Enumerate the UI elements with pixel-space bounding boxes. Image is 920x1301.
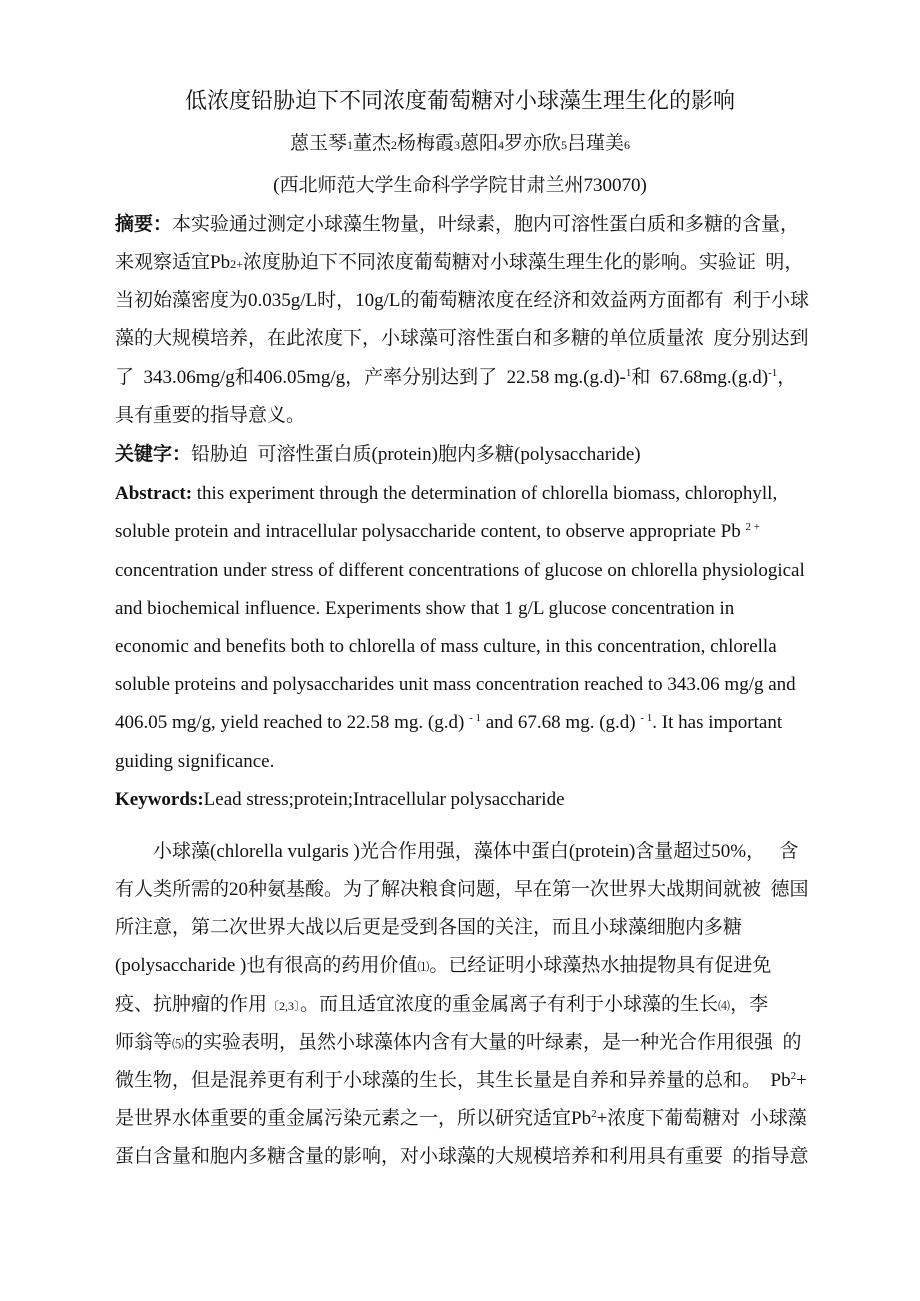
- intro-line: [115, 1069, 807, 1093]
- text-run: 和 67.68mg.(g.d): [631, 367, 769, 388]
- paper-title: 低浓度铅胁迫下不同浓度葡萄糖对小球藻生理生化的影响: [184, 88, 735, 113]
- text-run: 是世界水体重要的重金属污染元素之一，所以研究适宜Pb: [115, 1108, 592, 1129]
- superscript: 2 +: [745, 521, 760, 533]
- abstract-en-line: [115, 482, 777, 506]
- section-label: 摘要：: [115, 214, 173, 235]
- text-run: . It has important: [652, 712, 783, 733]
- text-run: Lead stress;protein;Intracellular polysaccharide: [203, 789, 565, 810]
- text-run: 微生物，但是混养更有利于小球藻的生长，其生长量是自养和异养量的总和。 Pb: [115, 1070, 791, 1091]
- text-run: (polysaccharide )也有很高的药用价值: [115, 955, 418, 976]
- superscript: -1: [768, 367, 778, 379]
- text-run: 来观察适宜Pb: [115, 252, 231, 273]
- abstract-en-line: [115, 788, 565, 812]
- author-index: 3: [454, 138, 460, 152]
- superscript: 1: [625, 367, 632, 379]
- superscript: 2: [591, 1108, 597, 1120]
- author-index: 4: [498, 138, 505, 152]
- citation: ⑷: [718, 999, 731, 1013]
- author-name: 董杰: [352, 133, 391, 154]
- author-index: 5: [561, 138, 568, 152]
- abstract-cn-line: [115, 213, 799, 237]
- author-index: 1: [346, 138, 353, 152]
- abstract-cn-line: [115, 443, 641, 467]
- abstract-en-line: [115, 750, 274, 774]
- abstract-cn-line: [115, 327, 809, 351]
- text-run: 。而且适宜浓度的重金属离子有利于小球藻的生长: [300, 994, 719, 1015]
- intro-line: [115, 993, 768, 1018]
- citation: 〔2,3〕: [267, 999, 301, 1013]
- abstract-cn-line: [115, 366, 796, 390]
- text-run: and 67.68 mg. (g.d): [481, 712, 641, 733]
- abstract-en-line: [115, 597, 734, 621]
- intro-line: [115, 1107, 807, 1131]
- text-run: +浓度下葡萄糖对 小球藻: [596, 1108, 807, 1129]
- author-list: [0, 132, 920, 157]
- text-run: 的实验表明，虽然小球藻体内含有大量的叶绿素，是一种光合作用很强 的: [184, 1032, 802, 1053]
- text-run: 所注意，第二次世界大战以后更是受到各国的关注，而且小球藻细胞内多糖: [115, 917, 743, 938]
- author-name: 吕瑾美: [567, 133, 625, 154]
- intro-line: [115, 954, 771, 979]
- section-label: Keywords:: [115, 789, 204, 810]
- superscript: 2: [790, 1070, 797, 1082]
- author-name: 罗亦欣: [504, 133, 562, 154]
- abstract-cn-line: [115, 289, 809, 313]
- superscript: - 1: [640, 712, 653, 724]
- text-run: 具有重要的指导意义。: [115, 405, 306, 426]
- abstract-cn-line: [115, 404, 305, 428]
- text-run: 浓度胁迫下不同浓度葡萄糖对小球藻生理生化的影响。实验证 明，: [242, 252, 804, 273]
- superscript: 2+: [230, 257, 243, 271]
- abstract-en-line: [115, 520, 760, 544]
- author-name: 杨梅霞: [396, 133, 454, 154]
- text-run: 有人类所需的20种氨基酸。为了解决粮食问题，早在第一次世界大战期间就被 德国: [115, 879, 809, 900]
- text-run: concentration under stress of different concentrations of glucose on chlorella physiological: [115, 560, 805, 581]
- text-run: and biochemical influence. Experiments show that 1 g/L glucose concentration in: [115, 598, 735, 619]
- abstract-cn-line: [115, 251, 803, 275]
- text-run: 。已经证明小球藻热水抽提物具有促进免: [429, 955, 772, 976]
- intro-line: [115, 916, 742, 940]
- text-run: 师翁等: [115, 1032, 173, 1053]
- text-run: 疫、抗肿瘤的作用: [115, 994, 268, 1015]
- affiliation: (西北师范大学生命科学学院甘肃兰州730070): [273, 175, 647, 196]
- author-index: 6: [624, 138, 631, 152]
- intro-line: [115, 1145, 809, 1169]
- intro-line: [115, 878, 809, 902]
- text-run: guiding significance.: [115, 751, 275, 772]
- abstract-en-line: [115, 635, 777, 659]
- citation: ⑴: [417, 960, 430, 974]
- text-run: 藻的大规模培养，在此浓度下，小球藻可溶性蛋白和多糖的单位质量浓 度分别达到: [115, 328, 809, 349]
- text-run: soluble proteins and polysaccharides unit mass concentration reached to 343.06 mg/g and: [115, 674, 796, 695]
- text-run: 蛋白含量和胞内多糖含量的影响，对小球藻的大规模培养和利用具有重要 的指导意: [115, 1146, 809, 1167]
- abstract-en-line: [115, 673, 796, 697]
- text-run: this experiment through the determination of chlorella biomass, chlorophyll,: [192, 483, 778, 504]
- text-run: +: [796, 1070, 807, 1091]
- text-run: economic and benefits both to chlorella of mass culture, in this concentration, chlorella: [115, 636, 777, 657]
- author-name: 蒽玉琴: [289, 133, 347, 154]
- abstract-en-line: [115, 711, 782, 735]
- text-run: ，李: [730, 994, 769, 1015]
- text-run: soluble protein and intracellular polysaccharide content, to observe appropriate Pb: [115, 521, 746, 542]
- author-index: 2: [390, 138, 397, 152]
- author-name: 蒽阳: [460, 133, 499, 154]
- section-label: Abstract:: [115, 483, 193, 504]
- intro-line: [115, 1031, 802, 1056]
- citation: ⑸: [172, 1037, 185, 1051]
- abstract-en-line: [115, 559, 805, 583]
- text-run: 了 343.06mg/g和406.05mg/g，产率分别达到了 22.58 mg.(g.d)-: [115, 367, 626, 388]
- text-run: 本实验通过测定小球藻生物量，叶绿素，胞内可溶性蛋白质和多糖的含量，: [172, 214, 800, 235]
- intro-line: [115, 840, 798, 864]
- text-run: 406.05 mg/g, yield reached to 22.58 mg. (g.d): [115, 712, 470, 733]
- text-run: 铅胁迫 可溶性蛋白质(protein)胞内多糖(polysaccharide): [191, 444, 641, 465]
- superscript: - 1: [469, 712, 481, 724]
- section-label: 关键字：: [115, 444, 192, 465]
- text-run: 小球藻(chlorella vulgaris )光合作用强，藻体中蛋白(protein)含量超过50%， 含: [115, 841, 799, 862]
- text-run: 当初始藻密度为0.035g/L时，10g/L的葡萄糖浓度在经济和效益两方面都有 利于小球: [115, 290, 810, 311]
- text-run: ，: [777, 367, 797, 388]
